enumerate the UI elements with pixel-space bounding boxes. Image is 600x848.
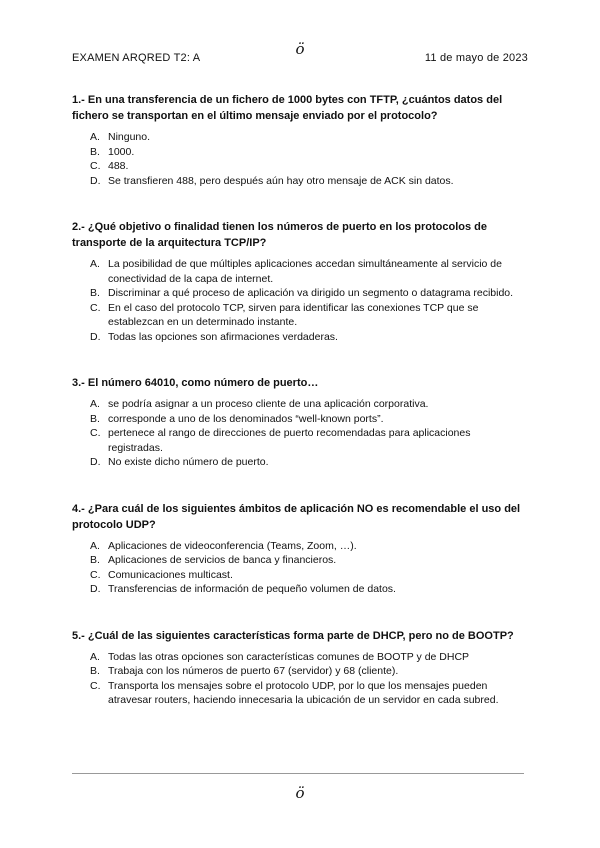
option-letter: C. (90, 427, 101, 439)
exam-date: 11 de mayo de 2023 (424, 52, 528, 64)
option-letter: A. (90, 131, 100, 143)
option-letter: D. (90, 456, 101, 468)
question-title: 5.- ¿Cuál de las siguientes características forma parte de DHCP, pero no de BOOTP? (72, 629, 514, 642)
option-letter: A. (90, 258, 100, 270)
option-text: Ninguno. (108, 131, 151, 143)
option-letter: B. (90, 665, 100, 677)
option-text: se podría asignar a un proceso cliente de una aplicación corporativa. (108, 398, 429, 410)
option-text: Todas las otras opciones son características comunes de BOOTP y de DHCP (108, 650, 470, 663)
option-letter: C. (90, 301, 101, 314)
option-list (72, 539, 528, 597)
footer-divider (72, 773, 524, 774)
option-text: 488. (108, 160, 129, 172)
option-text: Aplicaciones de servicios de banca y financieros. (108, 554, 337, 566)
option-text: En el caso del protocolo TCP, sirven para identificar las conexiones TCP que se establezcan en un determinado instante. (108, 301, 479, 328)
question-3 (72, 375, 528, 470)
option-text: Transferencias de información de pequeño volumen de datos. (108, 583, 396, 595)
option-letter: D. (90, 174, 101, 187)
option-d (90, 455, 528, 470)
option-a (90, 130, 528, 145)
question-title: 4.- ¿Para cuál de los siguientes ámbitos de aplicación NO es recomendable el uso del protocolo UDP? (72, 502, 521, 531)
option-letter: A. (90, 650, 100, 663)
question-4 (72, 501, 528, 597)
option-list (72, 257, 528, 344)
option-text: corresponde a uno de los denominados “well-known ports”. (108, 412, 384, 425)
option-text: pertenece al rango de direcciones de puerto recomendadas para aplicaciones registradas. (108, 427, 471, 454)
option-list (72, 130, 528, 188)
option-letter: B. (90, 412, 100, 425)
question-5 (72, 628, 528, 708)
option-letter: B. (90, 554, 100, 566)
option-a (90, 257, 528, 286)
option-c (90, 301, 528, 330)
option-a (90, 539, 528, 554)
option-c (90, 426, 528, 455)
option-letter: D. (90, 583, 101, 595)
option-text: Todas las opciones son afirmaciones verdaderas. (108, 330, 338, 343)
option-text: 1000. (108, 145, 135, 158)
option-letter: B. (90, 145, 100, 158)
option-letter: A. (90, 398, 100, 410)
option-d (90, 582, 528, 597)
option-text: Transporta los mensajes sobre el protocolo UDP, por lo que los mensajes pueden atravesar routers, haciendo innecesaria la ubicación de un servidor en cada subred. (108, 679, 499, 706)
option-b (90, 412, 528, 427)
question-title: 1.- En una transferencia de un fichero de 1000 bytes con TFTP, ¿cuántos datos del fichero se transportan en el último mensaje enviado por el protocolo? (72, 94, 503, 122)
question-list (72, 92, 528, 739)
option-text: Comunicaciones multicast. (108, 568, 233, 581)
option-b (90, 553, 528, 568)
option-letter: C. (90, 568, 101, 581)
question-title: 3.- El número 64010, como número de puerto… (72, 377, 319, 389)
option-a (90, 397, 528, 412)
option-b (90, 286, 528, 301)
option-a (90, 650, 528, 665)
option-d (90, 174, 528, 189)
option-letter: C. (90, 679, 101, 692)
option-letter: C. (90, 160, 101, 172)
option-b (90, 664, 528, 679)
option-d (90, 330, 528, 345)
logo-mark-top: ö (295, 40, 305, 58)
option-b (90, 145, 528, 160)
option-text: La posibilidad de que múltiples aplicaciones accedan simultáneamente al servicio de conectividad de la capa de internet. (108, 258, 502, 285)
option-text: Discriminar a qué proceso de aplicación va dirigido un segmento o datagrama recibido. (108, 287, 514, 299)
option-letter: D. (90, 330, 101, 343)
option-text: Se transfieren 488, pero después aún hay otro mensaje de ACK sin datos. (108, 174, 454, 187)
option-c (90, 679, 528, 708)
option-list (72, 397, 528, 470)
option-c (90, 568, 528, 583)
exam-title: EXAMEN ARQRED T2: A (72, 52, 201, 64)
option-c (90, 159, 528, 174)
question-title: 2.- ¿Qué objetivo o finalidad tienen los números de puerto en los protocolos de transporte de la arquitectura TCP/IP? (72, 221, 487, 249)
option-text: Trabaja con los números de puerto 67 (servidor) y 68 (cliente). (108, 665, 399, 677)
question-1 (72, 92, 528, 188)
option-text: Aplicaciones de videoconferencia (Teams, Zoom, …). (108, 539, 357, 552)
option-letter: A. (90, 539, 100, 552)
option-text: No existe dicho número de puerto. (108, 456, 269, 468)
option-letter: B. (90, 287, 100, 299)
option-list (72, 650, 528, 708)
logo-mark-bottom: ö (295, 784, 305, 802)
question-2 (72, 219, 528, 344)
